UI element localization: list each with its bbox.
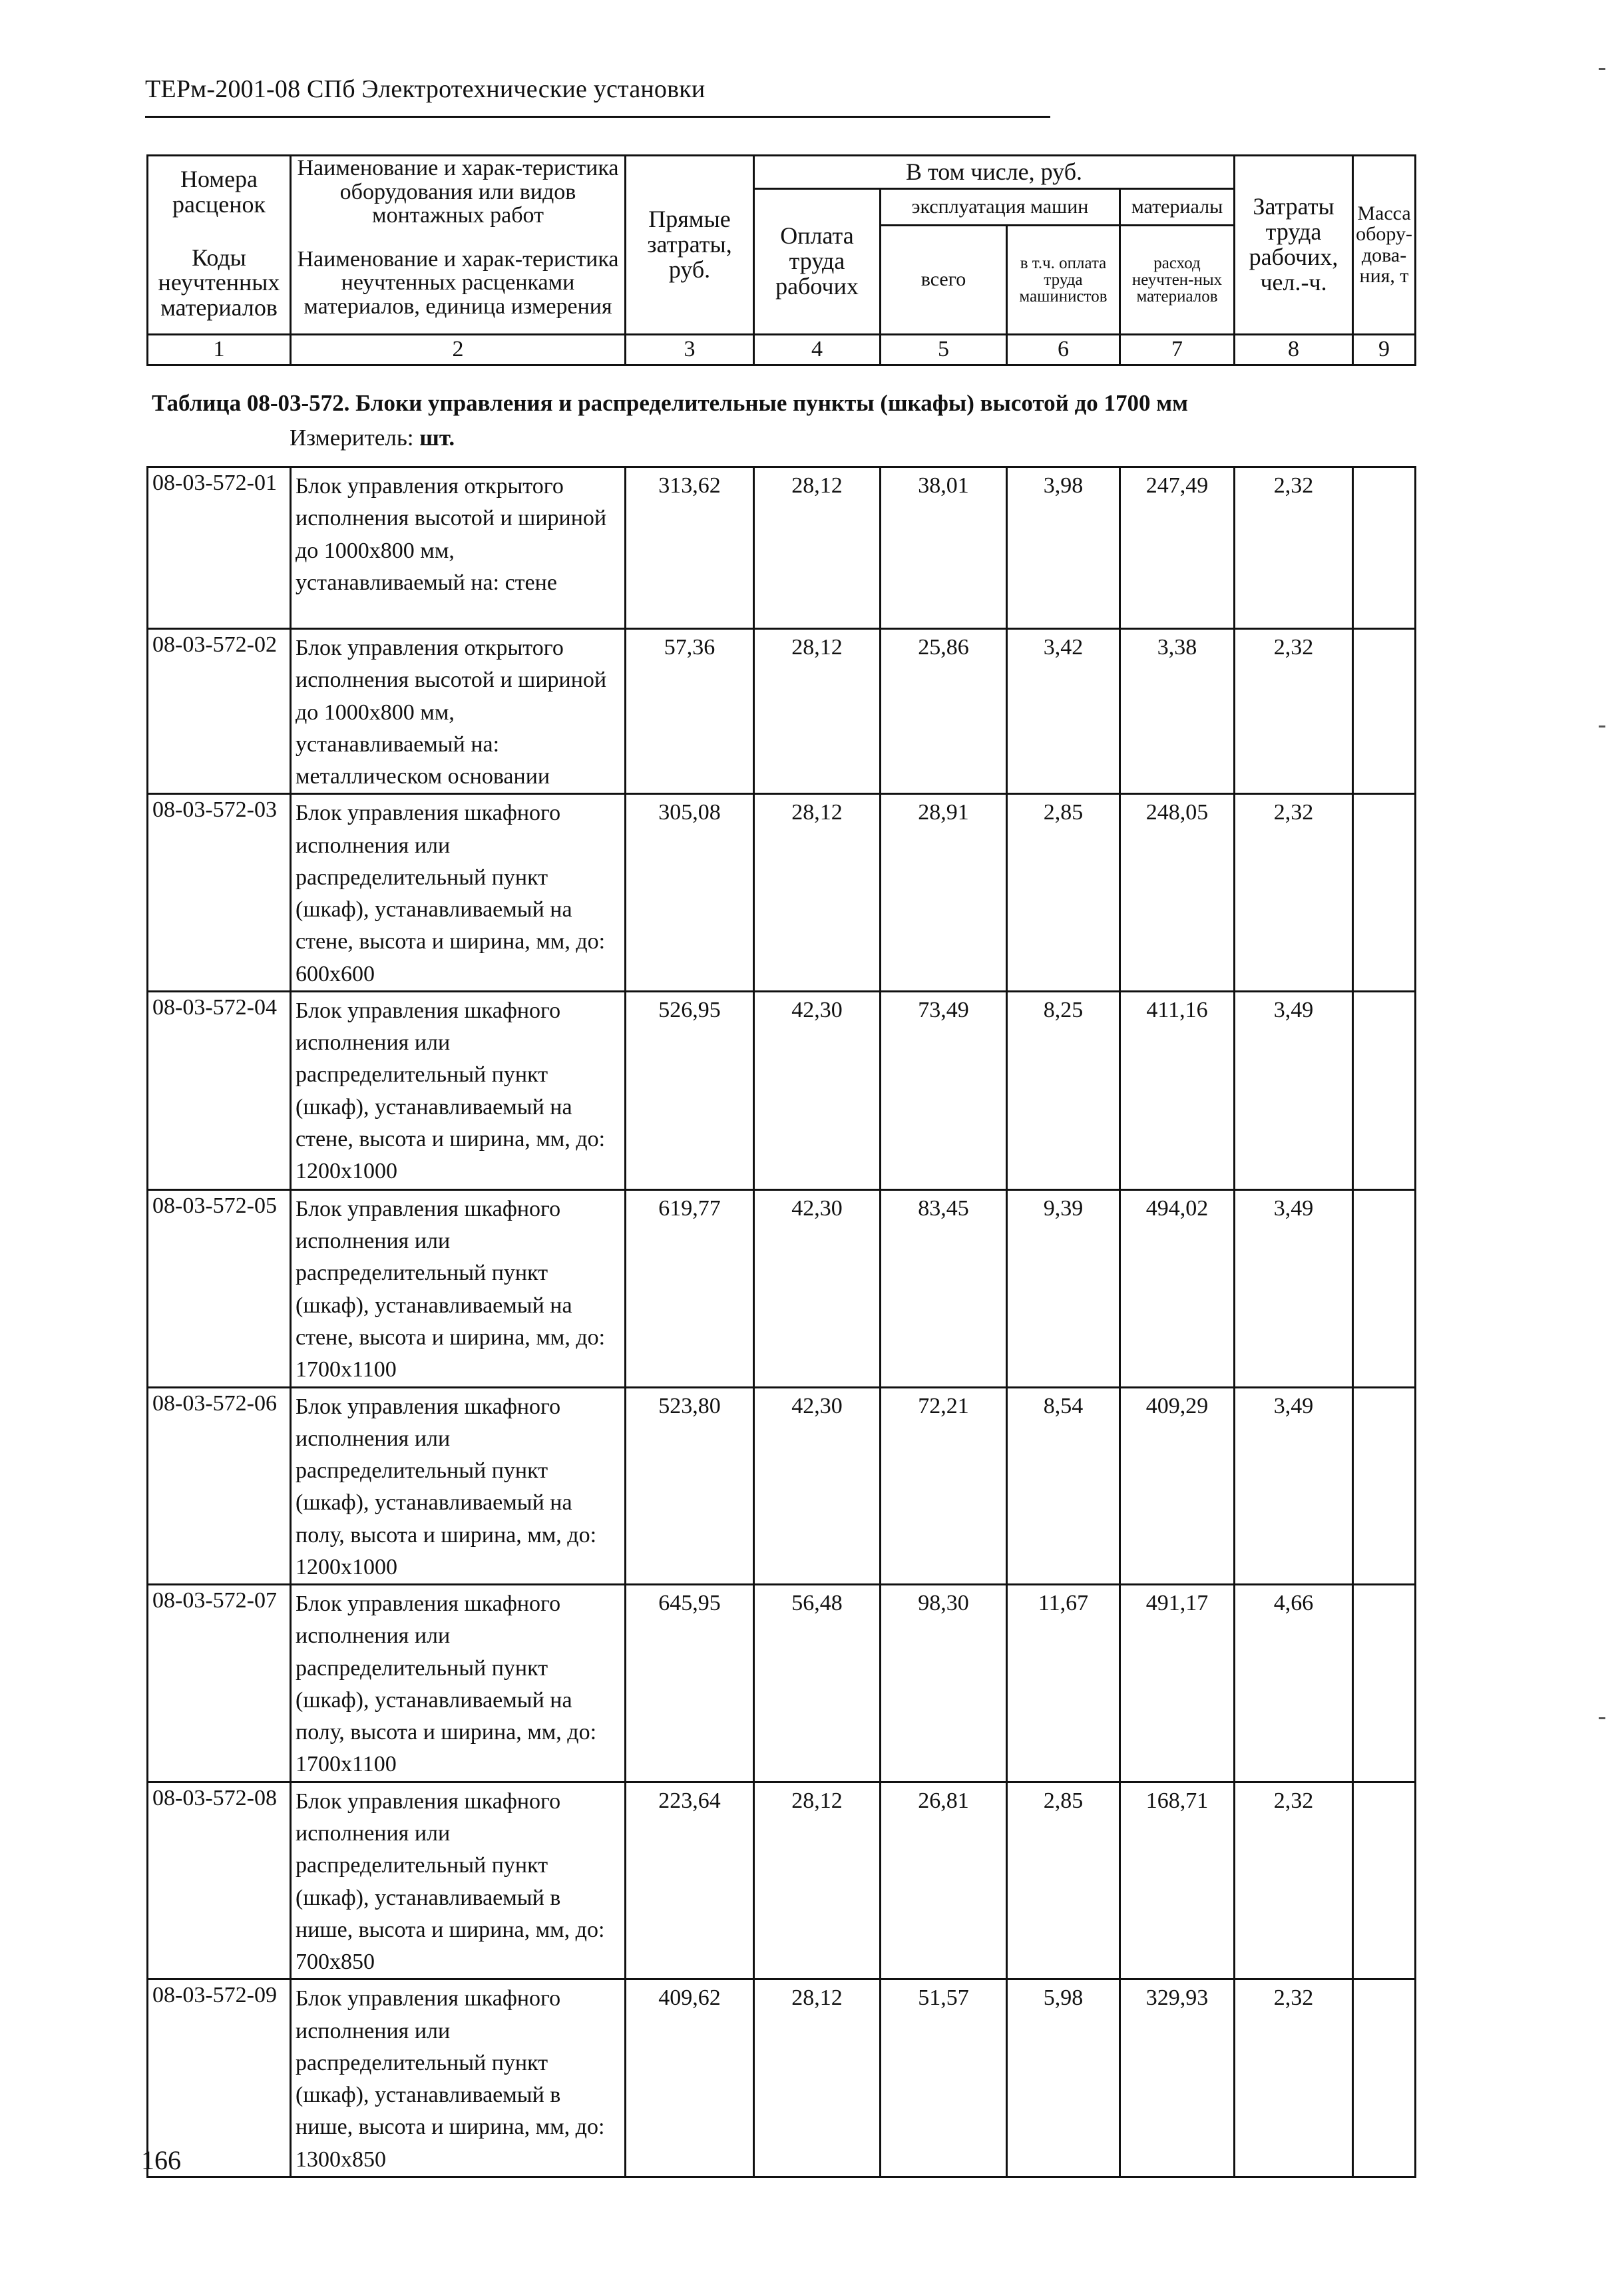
row-description: Блок управления шкафного исполнения или распределительный пункт (шкаф), устанавливаемый на полу, высота и ширина, мм, до: 1700х1100 <box>291 1585 626 1782</box>
row-materials: 409,29 <box>1120 1387 1235 1585</box>
header-operator-pay: в т.ч. оплата труда машинистов <box>1007 225 1120 334</box>
row-description: Блок управления шкафного исполнения или распределительный пункт (шкаф), устанавливаемый на стене, высота и ширина, мм, до: 1700х1100 <box>291 1189 626 1387</box>
row-direct-costs: 619,77 <box>626 1189 754 1387</box>
row-labor-hours: 4,66 <box>1235 1585 1353 1782</box>
column-number: 6 <box>1007 334 1120 365</box>
row-mass <box>1353 794 1416 992</box>
row-machine-total: 51,57 <box>881 1979 1007 2177</box>
row-mass <box>1353 991 1416 1189</box>
rates-table <box>146 466 1416 2178</box>
header-total: всего <box>881 225 1007 334</box>
row-code: 08-03-572-02 <box>148 629 291 794</box>
unit-line <box>290 425 455 451</box>
header-materials: материалы <box>1120 189 1235 226</box>
row-machine-total: 73,49 <box>881 991 1007 1189</box>
scan-mark <box>1599 68 1605 70</box>
row-materials: 168,71 <box>1120 1782 1235 1979</box>
header-material-name: Наименование и харак-теристика неучтенных расценками материалов, единица измерения <box>291 233 626 334</box>
table-row <box>148 1189 1416 1387</box>
row-mass <box>1353 1782 1416 1979</box>
table-row <box>148 1387 1416 1585</box>
row-operator-pay: 11,67 <box>1007 1585 1120 1782</box>
row-code: 08-03-572-08 <box>148 1782 291 1979</box>
row-machine-total: 98,30 <box>881 1585 1007 1782</box>
row-operator-pay: 9,39 <box>1007 1189 1120 1387</box>
table-caption: Таблица 08-03-572. Блоки управления и распределительные пункты (шкафы) высотой до 1700 мм <box>152 390 1188 416</box>
header-rule <box>145 116 1050 118</box>
row-machine-total: 25,86 <box>881 629 1007 794</box>
page-number: 166 <box>141 2145 181 2175</box>
header-material-codes: Коды неучтенных материалов <box>148 233 291 334</box>
row-direct-costs: 523,80 <box>626 1387 754 1585</box>
header-direct-costs: Прямые затраты, руб. <box>626 156 754 335</box>
row-operator-pay: 8,25 <box>1007 991 1120 1189</box>
header-equipment-mass: Масса обору-дова-ния, т <box>1353 156 1416 335</box>
row-direct-costs: 223,64 <box>626 1782 754 1979</box>
row-materials: 247,49 <box>1120 467 1235 629</box>
table-row <box>148 794 1416 992</box>
row-labor-pay: 42,30 <box>754 1387 881 1585</box>
row-mass <box>1353 1189 1416 1387</box>
row-labor-hours: 2,32 <box>1235 1782 1353 1979</box>
row-machine-total: 26,81 <box>881 1782 1007 1979</box>
unit-label: Измеритель: <box>290 425 414 451</box>
row-materials: 411,16 <box>1120 991 1235 1189</box>
row-labor-pay: 42,30 <box>754 1189 881 1387</box>
row-description: Блок управления открытого исполнения высотой и шириной до 1000х800 мм, устанавливаемый на: стене <box>291 467 626 629</box>
column-number: 2 <box>291 334 626 365</box>
row-materials: 491,17 <box>1120 1585 1235 1782</box>
row-labor-pay: 56,48 <box>754 1585 881 1782</box>
row-materials: 3,38 <box>1120 629 1235 794</box>
unit-value: шт. <box>419 425 455 451</box>
column-header-table <box>146 154 1416 366</box>
row-direct-costs: 57,36 <box>626 629 754 794</box>
row-operator-pay: 2,85 <box>1007 794 1120 992</box>
scan-mark <box>1599 1717 1605 1719</box>
row-operator-pay: 5,98 <box>1007 1979 1120 2177</box>
row-operator-pay: 3,98 <box>1007 467 1120 629</box>
row-materials: 329,93 <box>1120 1979 1235 2177</box>
row-labor-hours: 2,32 <box>1235 629 1353 794</box>
row-description: Блок управления шкафного исполнения или распределительный пункт (шкаф), устанавливаемый на стене, высота и ширина, мм, до: 1200х1000 <box>291 991 626 1189</box>
column-number: 4 <box>754 334 881 365</box>
row-code: 08-03-572-05 <box>148 1189 291 1387</box>
row-code: 08-03-572-07 <box>148 1585 291 1782</box>
row-direct-costs: 645,95 <box>626 1585 754 1782</box>
row-materials: 494,02 <box>1120 1189 1235 1387</box>
column-number: 5 <box>881 334 1007 365</box>
row-labor-pay: 42,30 <box>754 991 881 1189</box>
row-labor-hours: 2,32 <box>1235 1979 1353 2177</box>
header-rate-numbers: Номера расценок <box>148 156 291 228</box>
header-in-total: В том числе, руб. <box>754 156 1235 189</box>
row-mass <box>1353 629 1416 794</box>
row-mass <box>1353 1387 1416 1585</box>
row-mass <box>1353 1979 1416 2177</box>
table-row <box>148 991 1416 1189</box>
row-machine-total: 72,21 <box>881 1387 1007 1585</box>
row-labor-hours: 3,49 <box>1235 1189 1353 1387</box>
row-code: 08-03-572-04 <box>148 991 291 1189</box>
row-mass <box>1353 467 1416 629</box>
row-labor-pay: 28,12 <box>754 1979 881 2177</box>
row-description: Блок управления шкафного исполнения или распределительный пункт (шкаф), устанавливаемый в нише, высота и ширина, мм, до: 1300х850 <box>291 1979 626 2177</box>
row-direct-costs: 305,08 <box>626 794 754 992</box>
table-row <box>148 629 1416 794</box>
row-labor-hours: 3,49 <box>1235 1387 1353 1585</box>
header-labor-cost: Затраты труда рабочих, чел.-ч. <box>1235 156 1353 335</box>
scan-mark <box>1599 726 1605 727</box>
row-description: Блок управления шкафного исполнения или распределительный пункт (шкаф), устанавливаемый в нише, высота и ширина, мм, до: 700х850 <box>291 1782 626 1979</box>
row-materials: 248,05 <box>1120 794 1235 992</box>
row-labor-pay: 28,12 <box>754 467 881 629</box>
row-code: 08-03-572-06 <box>148 1387 291 1585</box>
header-work-name: Наименование и харак-теристика оборудования или видов монтажных работ <box>291 156 626 228</box>
row-operator-pay: 3,42 <box>1007 629 1120 794</box>
row-description: Блок управления шкафного исполнения или распределительный пункт (шкаф), устанавливаемый на полу, высота и ширина, мм, до: 1200х1000 <box>291 1387 626 1585</box>
row-code: 08-03-572-01 <box>148 467 291 629</box>
table-row <box>148 1979 1416 2177</box>
row-code: 08-03-572-09 <box>148 1979 291 2177</box>
row-labor-pay: 28,12 <box>754 629 881 794</box>
row-description: Блок управления шкафного исполнения или распределительный пункт (шкаф), устанавливаемый на стене, высота и ширина, мм, до: 600х600 <box>291 794 626 992</box>
column-number: 9 <box>1353 334 1416 365</box>
row-labor-hours: 2,32 <box>1235 794 1353 992</box>
header-labor-pay: Оплата труда рабочих <box>754 189 881 335</box>
row-direct-costs: 526,95 <box>626 991 754 1189</box>
row-machine-total: 28,91 <box>881 794 1007 992</box>
table-row <box>148 467 1416 629</box>
column-number: 7 <box>1120 334 1235 365</box>
row-labor-pay: 28,12 <box>754 1782 881 1979</box>
column-number: 1 <box>148 334 291 365</box>
column-number: 3 <box>626 334 754 365</box>
row-operator-pay: 8,54 <box>1007 1387 1120 1585</box>
row-machine-total: 38,01 <box>881 467 1007 629</box>
row-direct-costs: 313,62 <box>626 467 754 629</box>
table-row <box>148 1782 1416 1979</box>
row-mass <box>1353 1585 1416 1782</box>
row-labor-hours: 2,32 <box>1235 467 1353 629</box>
running-header: ТЕРм-2001-08 СПб Электротехнические установки <box>145 75 706 103</box>
row-labor-hours: 3,49 <box>1235 991 1353 1189</box>
header-machine-operation: эксплуатация машин <box>881 189 1120 226</box>
row-direct-costs: 409,62 <box>626 1979 754 2177</box>
row-labor-pay: 28,12 <box>754 794 881 992</box>
table-row <box>148 1585 1416 1782</box>
row-code: 08-03-572-03 <box>148 794 291 992</box>
row-description: Блок управления открытого исполнения высотой и шириной до 1000х800 мм, устанавливаемый на: металлическом основании <box>291 629 626 794</box>
row-operator-pay: 2,85 <box>1007 1782 1120 1979</box>
row-machine-total: 83,45 <box>881 1189 1007 1387</box>
header-unaccounted-materials: расход неучтен-ных материалов <box>1120 225 1235 334</box>
column-number: 8 <box>1235 334 1353 365</box>
